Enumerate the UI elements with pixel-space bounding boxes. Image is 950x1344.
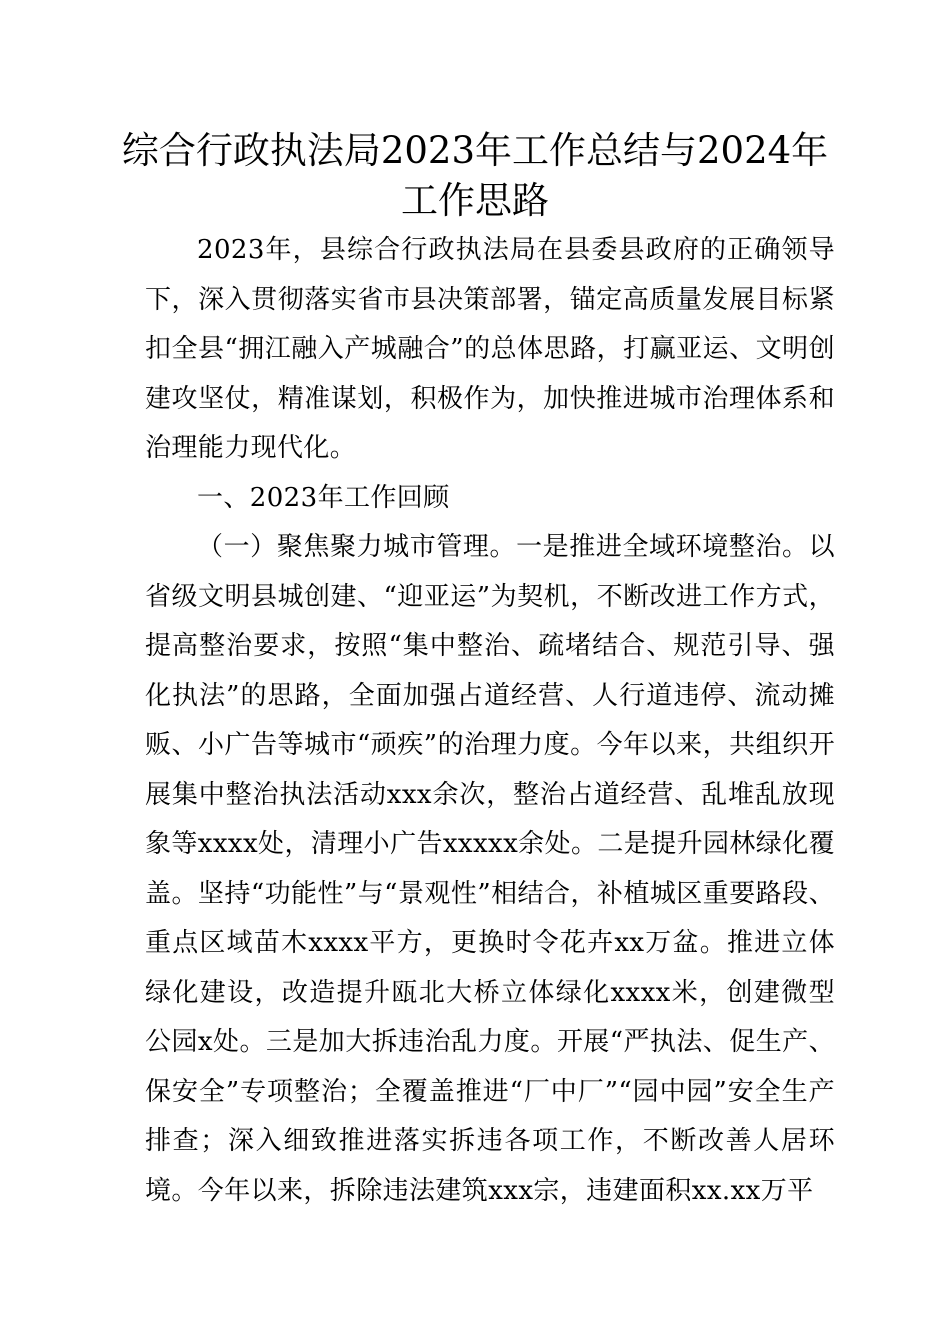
document-body	[145, 226, 835, 1216]
title-line-2: 工作思路	[401, 179, 549, 222]
section-heading-review: 一、2023年工作回顾	[197, 482, 450, 513]
document-title	[120, 126, 830, 226]
intro-paragraph: 2023年，县综合行政执法局在县委县政府的正确领导下，深入贯彻落实省市县决策部署，锚定高质量发展目标紧扣全县“拥江融入产城融合”的总体思路，打赢亚运、文明创建攻坚仗，精准谋划，积极作为，加快推进城市治理体系和治理能力现代化。	[145, 235, 835, 463]
section-paragraph-city-management: （一）聚焦聚力城市管理。一是推进全域环境整治。以省级文明县城创建、“迎亚运”为契机，不断改进工作方式，提高整治要求，按照“集中整治、疏堵结合、规范引导、强化执法”的思路，全面加强占道经营、人行道违停、流动摊贩、小广告等城市“顽疾”的治理力度。今年以来，共组织开展集中整治执法活动xxx余次，整治占道经营、乱堆乱放现象等xxxx处，清理小广告xxxxx余处。二是提升园林绿化覆盖。坚持“功能性”与“景观性”相结合，补植城区重要路段、重点区域苗木xxxx平方，更换时令花卉xx万盆。推进立体绿化建设，改造提升瓯北大桥立体绿化xxxx米，创建微型公园x处。三是加大拆违治乱力度。开展“严执法、促生产、保安全”专项整治；全覆盖推进“厂中厂”“园中园”安全生产排查；深入细致推进落实拆违各项工作，不断改善人居环境。今年以来，拆除违法建筑xxx宗，违建面积xx.xx万平	[145, 532, 835, 1206]
title-line-1: 综合行政执法局2023年工作总结与2024年	[121, 129, 829, 172]
